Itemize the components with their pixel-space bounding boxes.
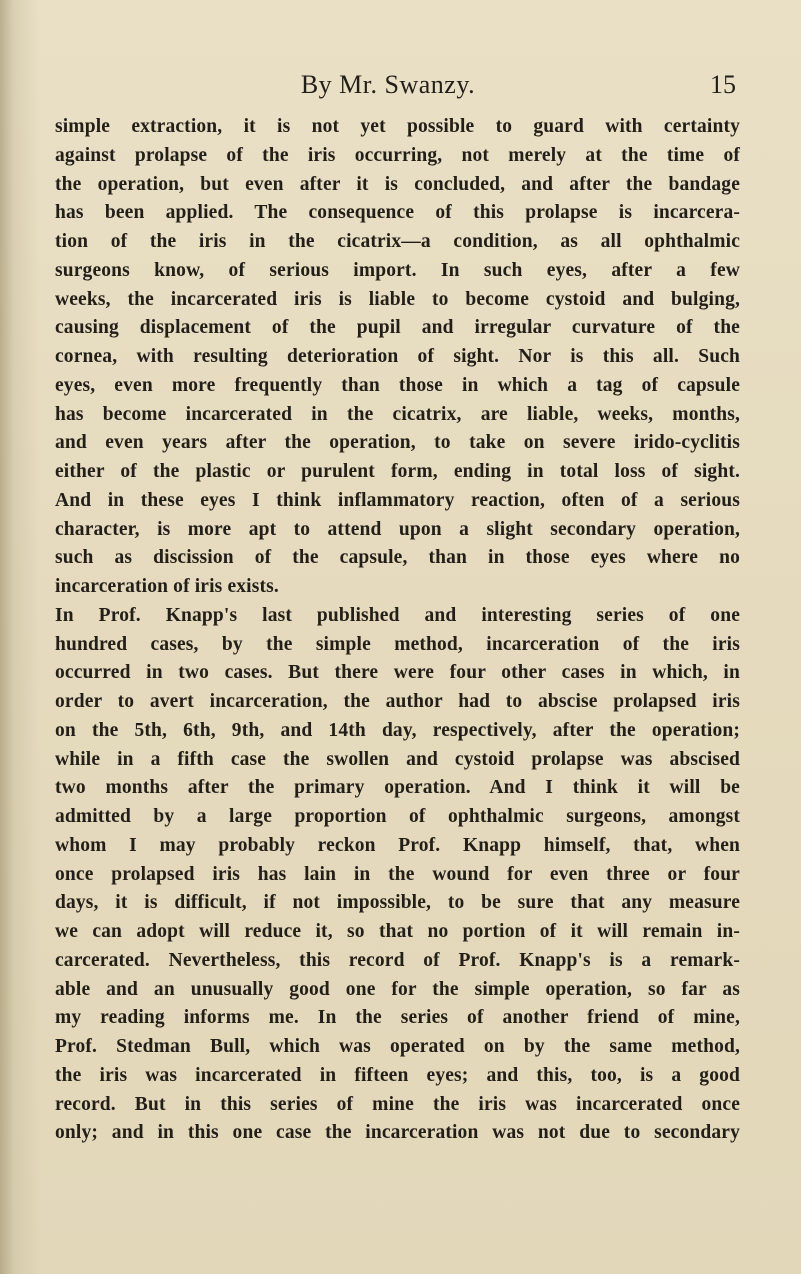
- text-line: on the 5th, 6th, 9th, and 14th day, respectively, after the operation;: [55, 719, 740, 741]
- text-line: tion of the iris in the cicatrix—a condition, as all ophthalmic: [55, 231, 740, 252]
- text-line: carcerated. Nevertheless, this record of Prof. Knapp's is a remark-: [55, 949, 740, 971]
- text-line: simple extraction, it is not yet possible to guard with certainty: [55, 116, 740, 137]
- text-line: able and an unusually good one for the simple operation, so far as: [55, 978, 740, 1000]
- text-line: eyes, even more frequently than those in which a tag of capsule: [55, 374, 740, 396]
- text-line: has become incarcerated in the cicatrix, are liable, weeks, months,: [55, 403, 740, 425]
- text-line: admitted by a large proportion of ophthalmic surgeons, amongst: [55, 806, 740, 827]
- text-line: incarceration of iris exists.: [55, 576, 279, 597]
- text-line: such as discission of the capsule, than in those eyes where no: [55, 547, 740, 569]
- text-line: surgeons know, of serious import. In such eyes, after a few: [55, 259, 740, 281]
- text-line: causing displacement of the pupil and irregular curvature of the: [55, 317, 740, 339]
- text-line: character, is more apt to attend upon a slight secondary operation,: [55, 518, 740, 540]
- text-line: hundred cases, by the simple method, incarceration of the iris: [55, 633, 740, 655]
- text-line: two months after the primary operation. And I think it will be: [55, 777, 740, 799]
- text-line: cornea, with resulting deterioration of sight. Nor is this all. Such: [55, 346, 740, 367]
- text-line: and even years after the operation, to take on severe irido-cyclitis: [55, 432, 740, 454]
- text-line: while in a fifth case the swollen and cystoid prolapse was abscised: [55, 748, 740, 770]
- text-line: against prolapse of the iris occurring, not merely at the time of: [55, 144, 740, 166]
- text-line: weeks, the incarcerated iris is liable to become cystoid and bulging,: [55, 288, 740, 310]
- running-title: By Mr. Swanzy.: [300, 70, 476, 99]
- text-line: either of the plastic or purulent form, ending in total loss of sight.: [55, 461, 740, 482]
- text-line: whom I may probably reckon Prof. Knapp himself, that, when: [55, 834, 740, 856]
- text-line: days, it is difficult, if not impossible, to be sure that any measure: [55, 892, 740, 914]
- text-line: my reading informs me. In the series of another friend of mine,: [55, 1007, 740, 1029]
- text-line: record. But in this series of mine the iris was incarcerated once: [55, 1093, 740, 1115]
- text-line: once prolapsed iris has lain in the wound for even three or four: [55, 863, 740, 885]
- text-line: order to avert incarceration, the author had to abscise prolapsed iris: [55, 691, 740, 712]
- text-line: And in these eyes I think inflammatory reaction, often of a serious: [55, 489, 740, 511]
- text-line: In Prof. Knapp's last published and interesting series of one: [55, 604, 740, 626]
- body-text: [55, 113, 740, 1148]
- running-head: [100, 70, 780, 102]
- text-line: the iris was incarcerated in fifteen eyes; and this, too, is a good: [55, 1064, 740, 1086]
- text-line: occurred in two cases. But there were four other cases in which, in: [55, 662, 740, 684]
- text-line: the operation, but even after it is concluded, and after the bandage: [55, 173, 740, 195]
- page-number: 15: [710, 70, 736, 99]
- text-line: Prof. Stedman Bull, which was operated on by the same method,: [55, 1036, 740, 1057]
- text-line: only; and in this one case the incarceration was not due to secondary: [55, 1122, 740, 1144]
- text-line: has been applied. The consequence of this prolapse is incarcera-: [55, 202, 740, 224]
- text-line: we can adopt will reduce it, so that no portion of it will remain in-: [55, 921, 740, 942]
